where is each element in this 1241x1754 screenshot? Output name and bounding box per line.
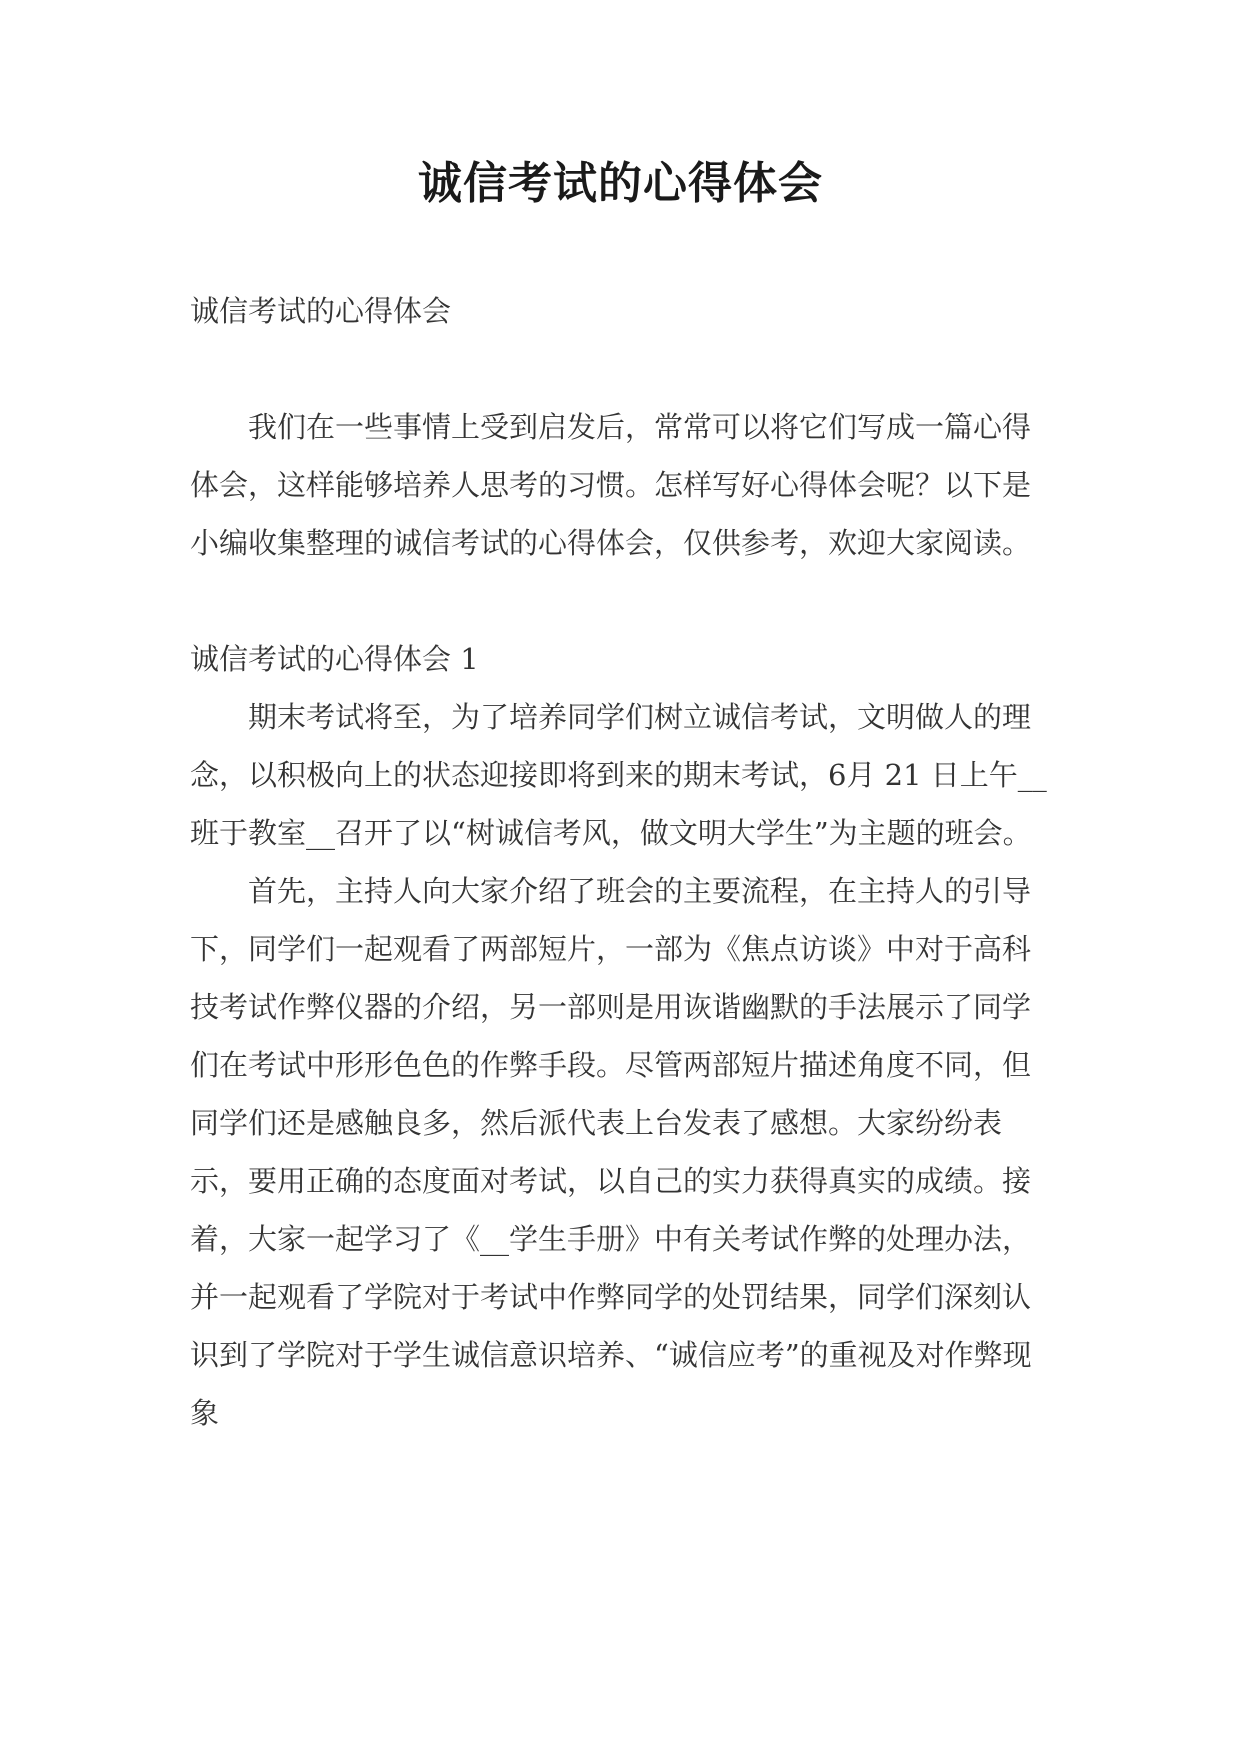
body-paragraph: 首先，主持人向大家介绍了班会的主要流程，在主持人的引导下，同学们一起观看了两部短片，一部为《焦点访谈》中对于高科技考试作弊仪器的介绍，另一部则是用诙谐幽默的手法展示了同学们在考试中形形色色的作弊手段。尽管两部短片描述角度不同，但同学们还是感触良多，然后派代表上台发表了感想。大家纷纷表示，要用正确的态度面对考试，以自己的实力获得真实的成绩。接着，大家一起学习了《__学生手册》中有关考试作弊的处理办法，并一起观看了学院对于考试中作弊同学的处罚结果，同学们深刻认识到了学院对于学生诚信意识培养、“诚信应考”的重视及对作弊现象: [190, 874, 1032, 1430]
document-body: [190, 282, 1050, 1442]
body-paragraph: 期末考试将至，为了培养同学们树立诚信考试，文明做人的理念，以积极向上的状态迎接即将到来的期末考试，6月 21 日上午__班于教室__召开了以“树诚信考风，做文明大学生”为主题的班会。: [190, 700, 1047, 850]
document-title: 诚信考试的心得体会: [418, 158, 823, 209]
spacer: [190, 572, 1050, 630]
intro-paragraph: 我们在一些事情上受到启发后，常常可以将它们写成一篇心得体会，这样能够培养人思考的习惯。怎样写好心得体会呢？以下是小编收集整理的诚信考试的心得体会，仅供参考，欢迎大家阅读。: [190, 410, 1032, 560]
spacer: [190, 340, 1050, 398]
document-subtitle: 诚信考试的心得体会: [190, 294, 452, 328]
section-heading: 诚信考试的心得体会 1: [190, 642, 479, 676]
